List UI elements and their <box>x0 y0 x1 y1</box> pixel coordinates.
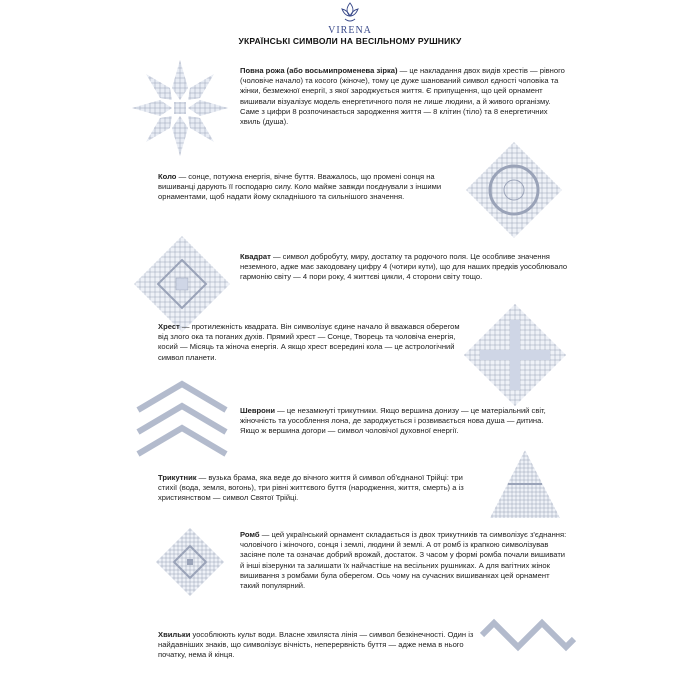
chevrons-ornament <box>134 380 230 458</box>
term-cross: Хрест <box>158 322 180 331</box>
text-circle: — сонце, потужна енергія, вічне буття. Вважалось, що промені сонця на вишиванці дарують її господарю силу. Коло майже завжди поєднували з іншими орнаментами, щоб надати йому складнішого та сильнішого значення. <box>158 172 442 202</box>
text-square: — символ добробуту, миру, достатку та родючого поля. Це особливе значення неземного, адже має закодовану цифру 4 (чотири кути), що для наших предків уособлювало гармонію світу — 4 пори року, 4 життєві цикли, 4 сторони світу тощо. <box>240 252 568 282</box>
text-triangle: — вузька брама, яка веде до вічного життя й символ об'єднаної Трійці: три стихії (вода, земля, вогонь), три рівні життєвого буття (народження, життя, смерть) а із християнством — символ Святої Трійці. <box>158 473 464 503</box>
term-waves: Хвильки <box>158 630 191 639</box>
brand-name: VIRENA <box>328 25 372 36</box>
square-description <box>240 252 570 283</box>
term-triangle: Трикутник <box>158 473 197 482</box>
circle-description <box>158 172 458 203</box>
waves-ornament <box>480 612 576 658</box>
cross-ornament <box>460 300 570 410</box>
triangle-description <box>158 473 476 504</box>
term-rose: Повна рожа (або восьмипроменева зірка) <box>240 66 398 75</box>
circle-ornament <box>462 138 566 242</box>
waves-description <box>158 630 476 661</box>
rose-description <box>240 66 570 127</box>
square-rhombus-icon <box>130 232 234 336</box>
eight-point-star-icon <box>130 58 230 158</box>
square-ornament <box>130 232 234 336</box>
rhombus-icon <box>154 526 226 598</box>
text-cross: — протилежність квадрата. Він символізує єдине начало й вважався оберегом від злого ока та поганих духів. Прямий хрест — Сонце, Творець та чоловіча енергія, косий — Місяць та жіноча енергія. А якщо хрест всередині кола — це астрологічний символ планети. <box>158 322 460 362</box>
rose-ornament <box>130 58 230 158</box>
term-square: Квадрат <box>240 252 271 261</box>
term-chevrons: Шеврони <box>240 406 276 415</box>
text-rhombus: — цей український орнамент складається із двох трикутників та символізує з'єднання: чоловічого і жіночого, сонця і землі, людини й землі. А от ромб із крапкою символізував засіяне поле та означає добрий врожай, достаток. З часом у формі ромба почали вишивати й інші візерунки та залишати їх найчастіше на весільних рушниках. А для вагітних жінок вишивання з ромбами була оберегом. Ось чому на сучасних вишиванках цей орнамент такий популярний. <box>240 530 567 591</box>
chevrons-description <box>240 406 564 437</box>
wave-line-icon <box>480 612 576 658</box>
sun-circle-icon <box>462 138 566 242</box>
term-rhombus: Ромб <box>240 530 260 539</box>
term-circle: Коло <box>158 172 177 181</box>
rhombus-ornament <box>154 526 226 598</box>
triangle-stack-icon <box>488 448 562 520</box>
virena-logo-icon <box>339 2 361 24</box>
text-chevrons: — це незамкнуті трикутники. Якщо вершина донизу — це матеріальний світ, жіночність та уособлення лона, де зароджується і розвивається нова душа — дитина. Якщо ж вершина догори — символ чоловічої духовної енергії. <box>240 406 546 436</box>
header <box>0 2 700 36</box>
text-rose: — це накладання двох видів хрестів — рівного (чоловіче начало) та косого (жіноче), тому це дуже шанований символ єдності чоловіка та жінки, безмежної енергії, з якої зароджується життя. Є припущення, що цей орнамент вишивали візуалізує модель енергетичного поля не лише людини, а й живого організму. Саме з цифри 8 розпочинається зародження життя — 8 клітин (тіло) та 8 енергетичних хвиль (душа). <box>240 66 565 127</box>
text-waves: уособлюють культ води. Власне хвиляста лінія — символ безкінечності. Один із найдавніших знаків, що символізує вічність, неперервність буття — адже нема в нього початку, нема й кінця. <box>158 630 474 660</box>
page-title: УКРАЇНСЬКІ СИМВОЛИ НА ВЕСІЛЬНОМУ РУШНИКУ <box>238 36 462 46</box>
cross-rhombus-icon <box>460 300 570 410</box>
rhombus-description <box>240 530 570 591</box>
chevron-stack-icon <box>134 380 230 458</box>
triangle-ornament <box>488 448 562 520</box>
cross-description <box>158 322 470 363</box>
